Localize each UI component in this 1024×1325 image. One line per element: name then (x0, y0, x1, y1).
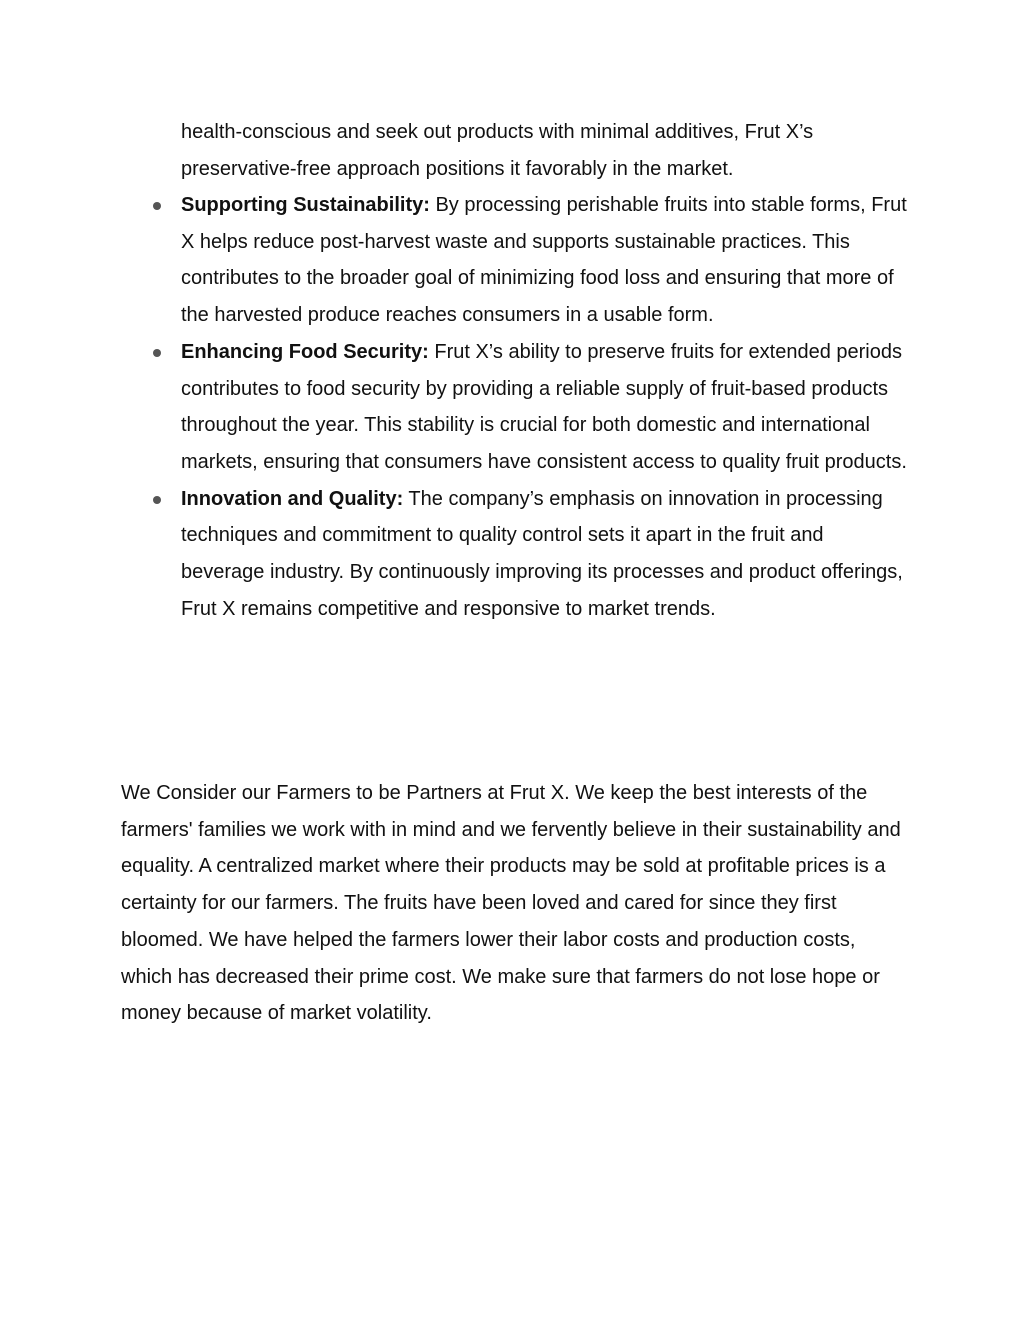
benefits-list (150, 187, 912, 627)
bullet-title: Enhancing Food Security: (181, 340, 429, 363)
bullet-title: Innovation and Quality: (181, 487, 404, 510)
bullet-text: The company’s emphasis on innovation in processing techniques and commitment to quality control sets it apart in the fruit and beverage industry. By continuously improving its processes and product offerings, Frut X remains competitive and responsive to market trends. (181, 487, 903, 620)
bullet-text: By processing perishable fruits into stable forms, Frut X helps reduce post-harvest waste and supports sustainable practices. This contributes to the broader goal of minimizing food loss and ensuring that more of the harvested produce reaches consumers in a usable form. (181, 194, 907, 327)
bullet-icon (153, 496, 161, 504)
bullet-title: Supporting Sustainability: (181, 194, 430, 216)
list-item (150, 481, 912, 628)
list-item (150, 334, 912, 481)
bullet-icon (153, 349, 161, 357)
bullet-text: Frut X’s ability to preserve fruits for extended periods contributes to food security by providing a reliable supply of fruit-based products throughout the year. This stability is crucial for both domestic and international markets, ensuring that consumers have consistent access to quality fruit products. (181, 340, 907, 473)
list-item (150, 187, 912, 334)
bullet-icon (153, 202, 161, 210)
farmers-partners-paragraph: We Consider our Farmers to be Partners at Frut X. We keep the best interests of the farmers' families we work with in mind and we fervently believe in their sustainability and equality. A centralized market where their products may be sold at profitable prices is a certainty for our farmers. The fruits have been loved and cared for since they first bloomed. We have helped the farmers lower their labor costs and production costs, which has decreased their prime cost. We make sure that farmers do not lose hope or money because of market volatility. (121, 782, 901, 1025)
continuation-text: health-conscious and seek out products with minimal additives, Frut X’s preservative-free approach positions it favorably in the market. (181, 121, 814, 180)
